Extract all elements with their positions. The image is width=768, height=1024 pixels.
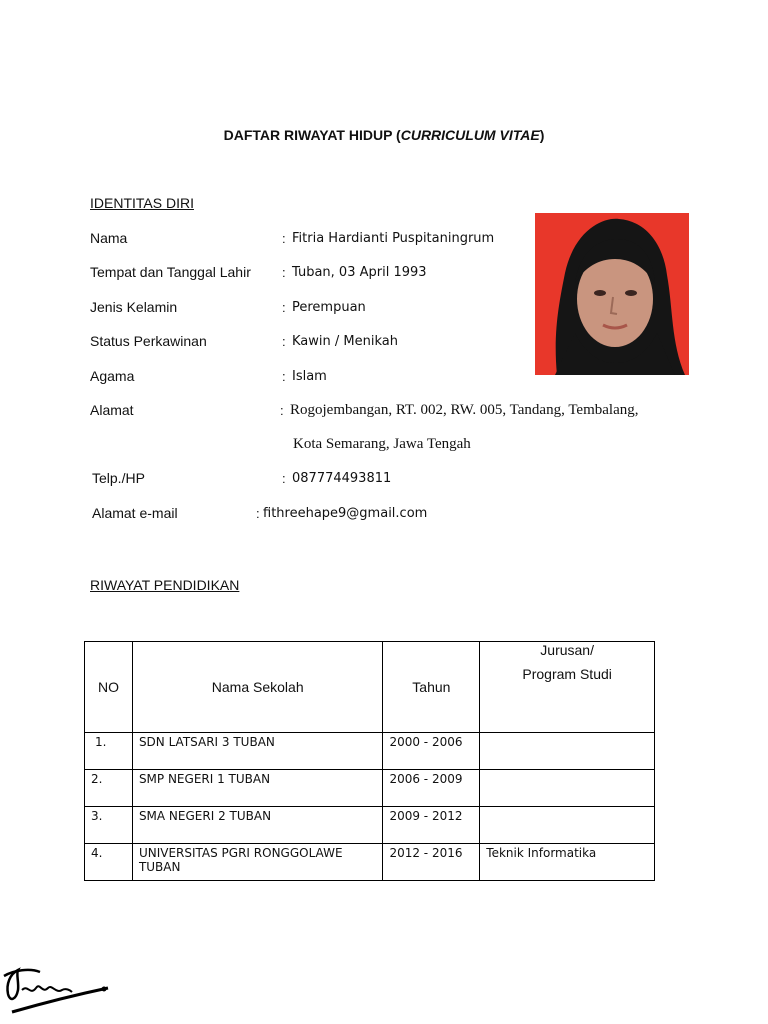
label-status: Status Perkawinan (90, 333, 207, 349)
colon: : (282, 334, 286, 349)
header-year: Tahun (383, 642, 480, 733)
label-nama: Nama (90, 230, 128, 246)
identity-heading: IDENTITAS DIRI (90, 195, 194, 211)
title-italic: CURRICULUM VITAE (400, 127, 540, 143)
colon: : (282, 231, 286, 246)
cell-year: 2000 - 2006 (383, 733, 480, 770)
cell-school: SMP NEGERI 1 TUBAN (132, 770, 383, 807)
label-alamat: Alamat (90, 402, 134, 418)
label-jenis-kelamin: Jenis Kelamin (90, 299, 178, 315)
header-school: Nama Sekolah (132, 642, 383, 733)
cell-major (480, 770, 655, 807)
cell-no: 4. (85, 844, 133, 881)
table-header-row (85, 642, 655, 733)
cell-school: SMA NEGERI 2 TUBAN (132, 807, 383, 844)
cell-year: 2009 - 2012 (383, 807, 480, 844)
header-no: NO (85, 642, 133, 733)
header-major-line1: Jurusan/ (540, 642, 594, 658)
colon: : (282, 369, 286, 384)
education-heading: RIWAYAT PENDIDIKAN (90, 577, 240, 593)
cell-major (480, 807, 655, 844)
colon: : (282, 300, 286, 315)
cell-no: 2. (85, 770, 133, 807)
cell-major (480, 733, 655, 770)
label-agama: Agama (90, 368, 135, 384)
table-row (85, 844, 655, 881)
label-email: Alamat e-mail (92, 505, 178, 521)
value-telp: 087774493811 (292, 471, 392, 486)
colon: : (280, 403, 284, 418)
profile-photo (535, 213, 689, 375)
value-nama: Fitria Hardianti Puspitaningrum (292, 231, 495, 246)
portrait-illustration (535, 213, 689, 375)
cell-school: UNIVERSITAS PGRI RONGGOLAWE TUBAN (132, 844, 383, 881)
colon: : (282, 265, 286, 280)
cell-major: Teknik Informatika (480, 844, 655, 881)
title-suffix: ) (539, 127, 545, 143)
document-title (0, 127, 768, 143)
header-major-line2: Program Studi (522, 666, 612, 682)
colon: : (256, 506, 260, 521)
cell-year: 2012 - 2016 (383, 844, 480, 881)
value-status: Kawin / Menikah (292, 334, 398, 349)
signature-mark (0, 960, 120, 1024)
value-alamat-line2: Kota Semarang, Jawa Tengah (293, 436, 471, 452)
table-row (85, 770, 655, 807)
label-telp: Telp./HP (92, 470, 145, 486)
cell-school: SDN LATSARI 3 TUBAN (132, 733, 383, 770)
value-ttl: Tuban, 03 April 1993 (292, 265, 427, 280)
cell-year: 2006 - 2009 (383, 770, 480, 807)
cell-no: 1. (85, 733, 133, 770)
colon: : (282, 471, 286, 486)
value-alamat-line1: Rogojembangan, RT. 002, RW. 005, Tandang, Tembalang, (290, 402, 639, 418)
cell-no: 3. (85, 807, 133, 844)
value-agama: Islam (292, 369, 327, 384)
value-email: fithreehape9@gmail.com (263, 506, 428, 521)
value-jenis-kelamin: Perempuan (292, 300, 366, 315)
title-prefix: DAFTAR RIWAYAT HIDUP ( (223, 127, 401, 143)
education-table (84, 641, 655, 881)
header-major (480, 642, 655, 733)
label-ttl: Tempat dan Tanggal Lahir (90, 264, 251, 280)
table-row (85, 807, 655, 844)
table-row (85, 733, 655, 770)
